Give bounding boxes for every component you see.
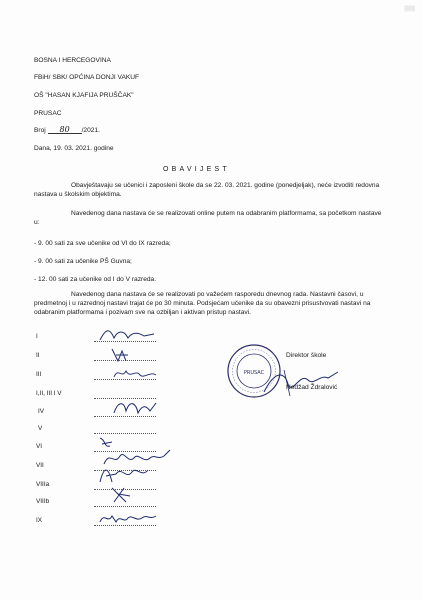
paragraph-1: Obavještavaju se učenici i zaposleni škole da se 22. 03. 2021. godine (ponedjeljak), neće izvoditi redovna nastava u školskim objektima. (34, 182, 380, 198)
paragraph-2: Navedenog dana nastava će se realizovati online putem na odabranim platformama, sa početkom nastave u: (34, 210, 382, 226)
grade-label: I (36, 333, 38, 340)
grade-label: IX (36, 517, 43, 524)
signature-line (94, 506, 156, 507)
header-school: OŠ "HASAN KJAFIJA PRUŠČAK" (34, 92, 134, 99)
header-entity: FBiH/ SBK/ OPĆINA DONJI VAKUF (34, 74, 140, 81)
director-signature (254, 362, 344, 402)
grade-label: VIIIb (36, 498, 50, 505)
director-name: Nedžad Ždralović (286, 384, 338, 391)
handwritten-signature (112, 365, 162, 383)
broj-line (34, 127, 100, 135)
handwritten-signature (108, 484, 136, 506)
grade-label: VIIIa (36, 481, 50, 488)
broj-label: Broj (34, 127, 46, 134)
schedule-item-3: - 12. 00 sati za učenike od I do V razreda. (34, 276, 157, 283)
grade-label: I,II, III I V (36, 390, 62, 397)
handwritten-signature (98, 508, 166, 528)
paragraph-3: Navedenog dana nastava će se realizovati po važećem rasporedu dnevnog rada. Nastavni časovi, u predmetnoj i u razrednoj nastavi trajat će po 30 minuta. Podsjećam učenike da su obavezni prisustvovati nastavi na odabranim platformama i pozivam sve na ozbiljan i aktivan pristup nastavi. (34, 291, 371, 316)
director-role: Direktor škole (286, 352, 327, 359)
broj-number: 80 (48, 127, 82, 134)
grade-label: III (36, 371, 42, 378)
grade-label: VI (36, 443, 43, 450)
svg-text:PRUSAC: PRUSAC (243, 370, 265, 376)
schedule-item-2: - 9. 00 sati za učenike PŠ Guvna; (34, 258, 132, 265)
handwritten-signature (110, 397, 165, 419)
handwritten-signature (108, 345, 138, 365)
grade-label: V (38, 425, 43, 432)
grade-label: II (36, 352, 40, 359)
schedule-item-1: - 9. 00 sati za sve učenike od VI do IX razreda; (34, 240, 171, 247)
document-title: OBAVIJEST (163, 166, 230, 173)
broj-year: /2021. (81, 127, 100, 134)
header-place: PRUSAC (34, 110, 62, 117)
document-date: Dana, 19. 03. 2021. godine (34, 145, 114, 152)
grade-label: VII (36, 462, 44, 469)
handwritten-signature (96, 326, 166, 346)
header-country: BOSNA I HERCEGOVINA (34, 57, 111, 64)
grade-label: IV (38, 408, 45, 415)
scan-artifact: ▒▒▒ (404, 6, 415, 12)
